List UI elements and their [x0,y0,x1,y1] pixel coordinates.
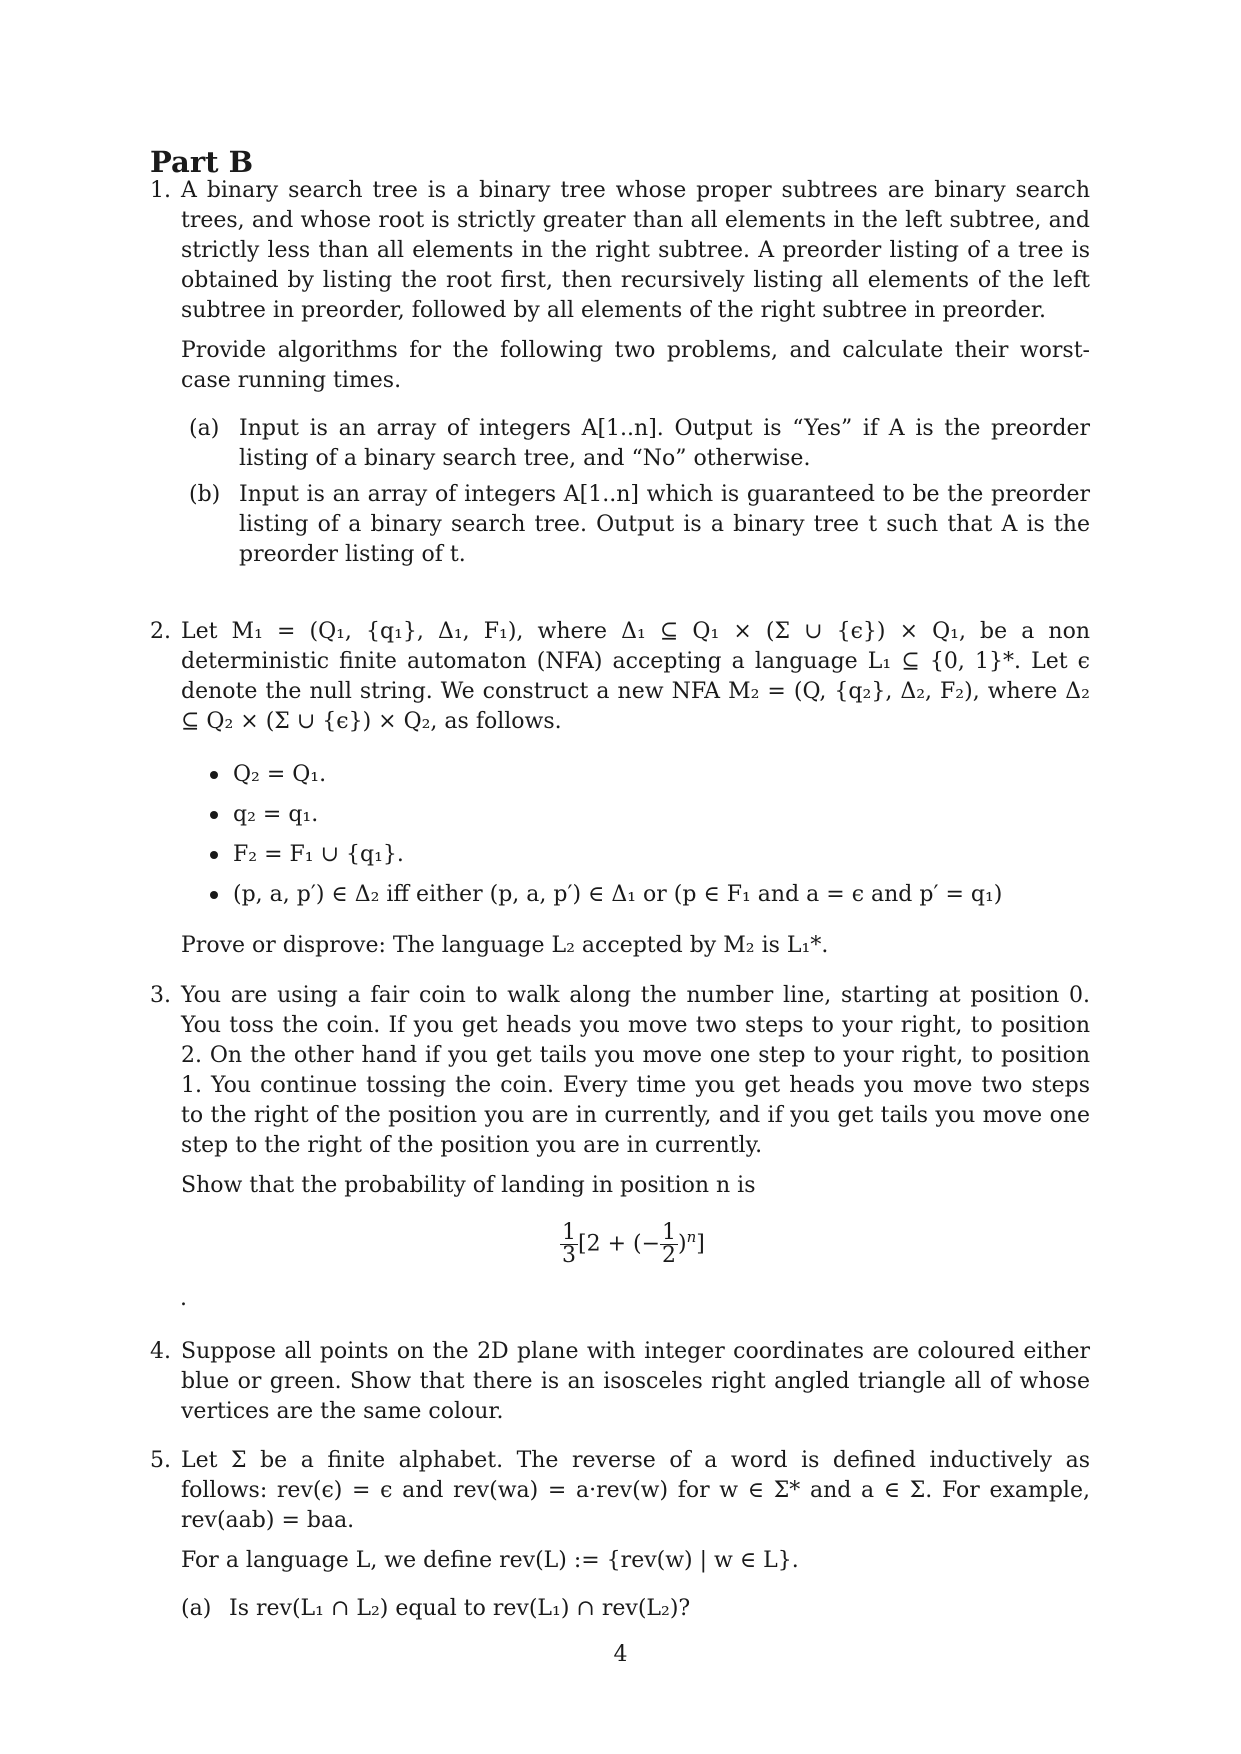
part-label: (a) [181,1596,212,1621]
question-1-paragraph-2: Provide algorithms for the following two problems, and calculate their worst-case running times. [181,338,1090,393]
question-number: 1. [150,178,171,203]
bullet-icon [210,811,218,819]
part-label: (b) [189,482,221,507]
question-number: 5. [150,1448,171,1473]
question-3 [150,981,1090,1201]
question-number: 2. [150,619,171,644]
bullet-icon [210,851,218,859]
bullet-icon [210,771,218,779]
question-number: 4. [150,1339,171,1364]
bullet-icon [210,891,218,899]
question-5-paragraph-1: Let Σ be a finite alphabet. The reverse of a word is defined inductively as follows: rev(ϵ) = ϵ and rev(wa) = a·rev(w) for w ∈ Σ* and a ∈ Σ. For example, rev(aab) = baa. [181,1448,1090,1533]
section-heading: Part B [150,145,254,179]
question-2-paragraph-2: Prove or disprove: The language L₂ accepted by M₂ is L₁*. [181,933,829,958]
page-number: 4 [613,1642,628,1667]
question-1 [150,176,1090,570]
part-a-text: Input is an array of integers A[1..n]. Output is “Yes” if A is the preorder listing of a binary search tree, and “No” otherwise. [239,416,1090,471]
part-label: (a) [189,416,220,441]
part-b-text: Input is an array of integers A[1..n] which is guaranteed to be the preorder listing of a binary search tree. Output is a binary tree t such that A is the preorder listing of t. [239,482,1090,567]
list-item: F₂ = F₁ ∪ {q₁}. [181,835,1090,875]
question-2-paragraph-1: Let M₁ = (Q₁, {q₁}, Δ₁, F₁), where Δ₁ ⊆ Q₁ × (Σ ∪ {ϵ}) × Q₁, be a non deterministic finite automaton (NFA) accepting a language L₁ ⊆ {0, 1}*. Let ϵ denote the null string. We construct a new NFA M₂ = (Q, {q₂}, Δ₂, F₂), where Δ₂ ⊆ Q₂ × (Σ ∪ {ϵ}) × Q₂, as follows. [181,619,1090,734]
question-2 [150,617,1090,961]
question-3-paragraph-2: Show that the probability of landing in position n is [181,1173,756,1198]
question-1-part-b [189,480,1090,570]
list-item: q₂ = q₁. [181,795,1090,835]
fraction-one-half: $\frac{1}{2}$ [662,1220,677,1268]
question-5 [150,1446,1090,1624]
question-5-part-a [181,1594,1090,1624]
question-3-paragraph-1: You are using a fair coin to walk along the number line, starting at position 0. You toss the coin. If you get heads you move two steps to your right, to position 2. On the other hand if you get tails you move one step to your right, to position 1. You continue tossing the coin. Every time you get heads you move two steps to the right of the position you are in currently, and if you get tails you move one step to the right of the position you are in currently. [181,983,1090,1158]
probability-formula: $\frac{1}{3}$ [2 + (− $\frac{1}{2}$ )$^n$] [562,1220,705,1268]
question-4-paragraph-1: Suppose all points on the 2D plane with integer coordinates are coloured either blue or green. Show that there is an isosceles right angled triangle all of whose vertices are the same colour. [181,1339,1090,1424]
question-1-paragraph-1: A binary search tree is a binary tree whose proper subtrees are binary search trees, and whose root is strictly greater than all elements in the left subtree, and strictly less than all elements in the right subtree. A preorder listing of a tree is obtained by listing the root first, then recursively listing all elements of the left subtree in preorder, followed by all elements of the right subtree in preorder. [181,178,1090,323]
list-item: (p, a, p′) ∈ Δ₂ iff either (p, a, p′) ∈ Δ₁ or (p ∈ F₁ and a = ϵ and p′ = q₁) [181,875,1090,915]
question-4 [150,1337,1090,1427]
question-number: 3. [150,983,171,1008]
fraction-one-third: $\frac{1}{3}$ [562,1220,576,1268]
part-a-text: Is rev(L₁ ∩ L₂) equal to rev(L₁) ∩ rev(L₂)? [229,1596,691,1621]
list-item: Q₂ = Q₁. [181,755,1090,795]
question-1-part-a [189,414,1090,474]
stray-period: . [180,1286,187,1311]
question-5-paragraph-2: For a language L, we define rev(L) := {rev(w) | w ∈ L}. [181,1548,799,1573]
construction-list [181,755,1090,915]
